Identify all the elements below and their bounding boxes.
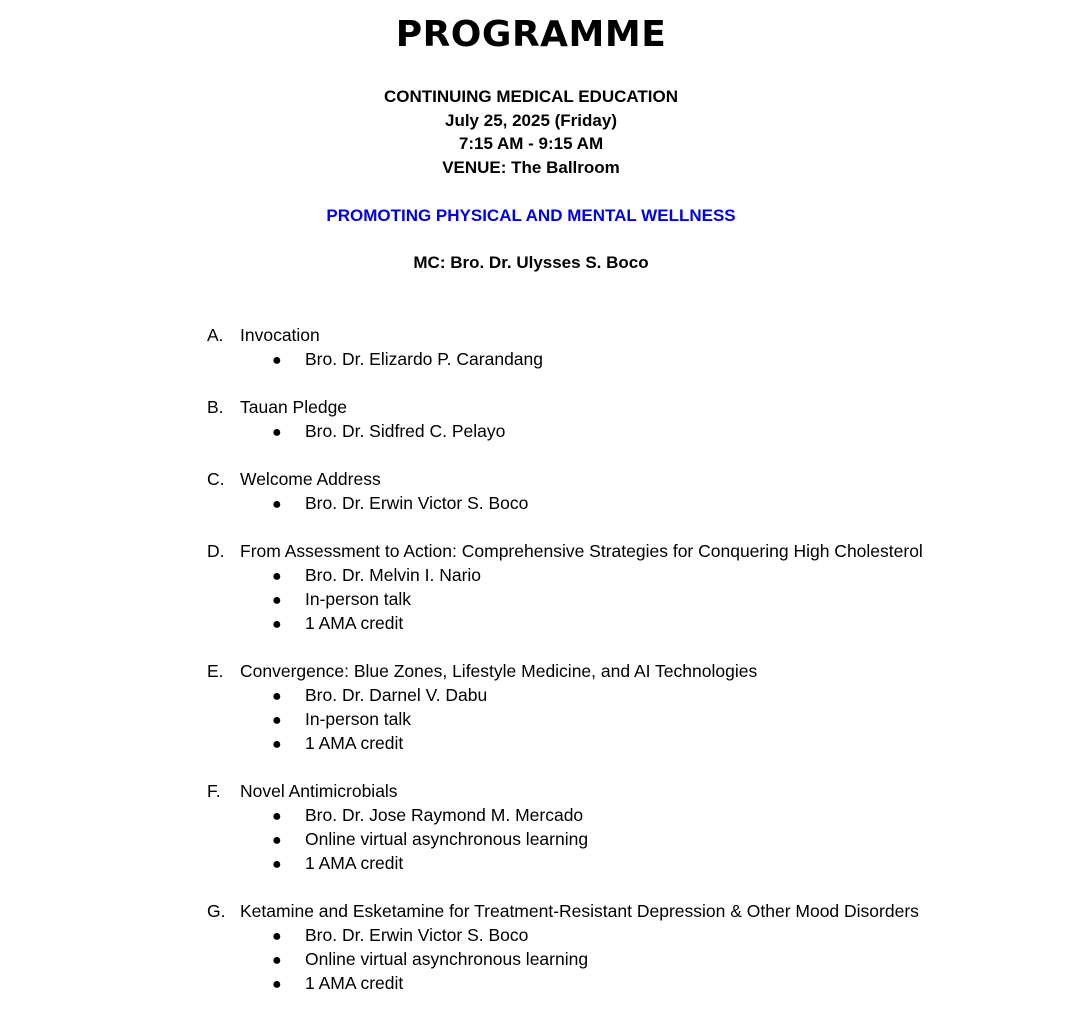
bullet-icon: ● xyxy=(272,712,282,729)
agenda-detail xyxy=(207,803,1047,827)
agenda-item-title: Invocation xyxy=(240,325,320,345)
bullet-icon: ● xyxy=(272,688,282,705)
agenda-item xyxy=(207,779,1047,875)
agenda-detail-text: Bro. Dr. Elizardo P. Carandang xyxy=(305,349,544,369)
agenda-item-title: Convergence: Blue Zones, Lifestyle Medicine, and AI Technologies xyxy=(240,661,758,681)
bullet-icon: ● xyxy=(272,856,282,873)
agenda-detail xyxy=(207,611,1047,635)
agenda-detail-text: 1 AMA credit xyxy=(305,733,404,753)
agenda-detail-text: Bro. Dr. Erwin Victor S. Boco xyxy=(305,925,529,945)
agenda-item-title: Tauan Pledge xyxy=(240,397,348,417)
event-venue: VENUE: The Ballroom xyxy=(442,157,620,177)
agenda-detail-text: Bro. Dr. Melvin I. Nario xyxy=(305,565,482,585)
master-of-ceremonies: MC: Bro. Dr. Ulysses S. Boco xyxy=(413,253,649,272)
agenda-detail-text: Bro. Dr. Sidfred C. Pelayo xyxy=(305,421,506,441)
agenda-detail xyxy=(207,731,1047,755)
bullet-icon: ● xyxy=(272,616,282,633)
bullet-icon: ● xyxy=(272,496,282,513)
bullet-icon: ● xyxy=(272,352,282,369)
agenda-detail xyxy=(207,851,1047,875)
agenda-detail xyxy=(207,419,1047,443)
bullet-icon: ● xyxy=(272,928,282,945)
event-type: CONTINUING MEDICAL EDUCATION xyxy=(383,87,679,106)
event-date: July 25, 2025 (Friday) xyxy=(445,110,617,130)
agenda-item-letter: E. xyxy=(207,661,224,681)
agenda-item xyxy=(207,323,1047,371)
agenda-item xyxy=(207,467,1047,515)
agenda-detail xyxy=(207,683,1047,707)
agenda-list xyxy=(207,323,1047,1019)
agenda-detail xyxy=(207,587,1047,611)
agenda-detail xyxy=(207,923,1047,947)
agenda-item-heading xyxy=(207,899,1047,923)
agenda-detail-text: Online virtual asynchronous learning xyxy=(305,949,589,969)
agenda-item xyxy=(207,659,1047,755)
agenda-item-title: Novel Antimicrobials xyxy=(240,781,398,801)
agenda-detail xyxy=(207,971,1047,995)
agenda-detail xyxy=(207,947,1047,971)
agenda-item-heading xyxy=(207,467,1047,491)
theme-heading: PROMOTING PHYSICAL AND MENTAL WELLNESS xyxy=(326,206,736,225)
event-header xyxy=(0,85,1062,179)
agenda-item-heading xyxy=(207,323,1047,347)
agenda-detail xyxy=(207,707,1047,731)
bullet-icon: ● xyxy=(272,592,282,609)
agenda-item-heading xyxy=(207,779,1047,803)
agenda-detail-text: Bro. Dr. Darnel V. Dabu xyxy=(305,685,488,705)
agenda-detail xyxy=(207,827,1047,851)
agenda-detail-text: 1 AMA credit xyxy=(305,853,404,873)
event-time: 7:15 AM - 9:15 AM xyxy=(458,134,604,153)
bullet-icon: ● xyxy=(272,736,282,753)
agenda-detail-text: 1 AMA credit xyxy=(305,973,404,993)
agenda-item-letter: G. xyxy=(207,901,226,921)
page-title: PROGRAMME xyxy=(395,14,667,55)
bullet-icon: ● xyxy=(272,424,282,441)
bullet-icon: ● xyxy=(272,832,282,849)
agenda-item xyxy=(207,899,1047,995)
bullet-icon: ● xyxy=(272,568,282,585)
agenda-item-letter: C. xyxy=(207,469,225,489)
agenda-detail-text: In-person talk xyxy=(305,589,412,609)
agenda-detail xyxy=(207,563,1047,587)
agenda-item-letter: D. xyxy=(207,541,225,561)
agenda-item-title: From Assessment to Action: Comprehensive Strategies for Conquering High Cholesterol xyxy=(240,541,923,561)
agenda-detail-text: Online virtual asynchronous learning xyxy=(305,829,589,849)
agenda-detail-text: Bro. Dr. Erwin Victor S. Boco xyxy=(305,493,529,513)
agenda-item-letter: F. xyxy=(207,781,221,801)
bullet-icon: ● xyxy=(272,976,282,993)
agenda-detail-text: 1 AMA credit xyxy=(305,613,404,633)
agenda-detail-text: In-person talk xyxy=(305,709,412,729)
agenda-item-letter: A. xyxy=(207,325,224,345)
bullet-icon: ● xyxy=(272,952,282,969)
agenda-detail-text: Bro. Dr. Jose Raymond M. Mercado xyxy=(305,805,584,825)
agenda-item-heading xyxy=(207,659,1047,683)
agenda-item-heading xyxy=(207,395,1047,419)
agenda-detail xyxy=(207,491,1047,515)
agenda-item-title: Welcome Address xyxy=(240,469,381,489)
agenda-item-heading xyxy=(207,539,1047,563)
agenda-item xyxy=(207,539,1047,635)
agenda-item-letter: B. xyxy=(207,397,224,417)
agenda-item-title: Ketamine and Esketamine for Treatment-Resistant Depression & Other Mood Disorders xyxy=(240,901,919,921)
agenda-detail xyxy=(207,347,1047,371)
agenda-item xyxy=(207,395,1047,443)
bullet-icon: ● xyxy=(272,808,282,825)
